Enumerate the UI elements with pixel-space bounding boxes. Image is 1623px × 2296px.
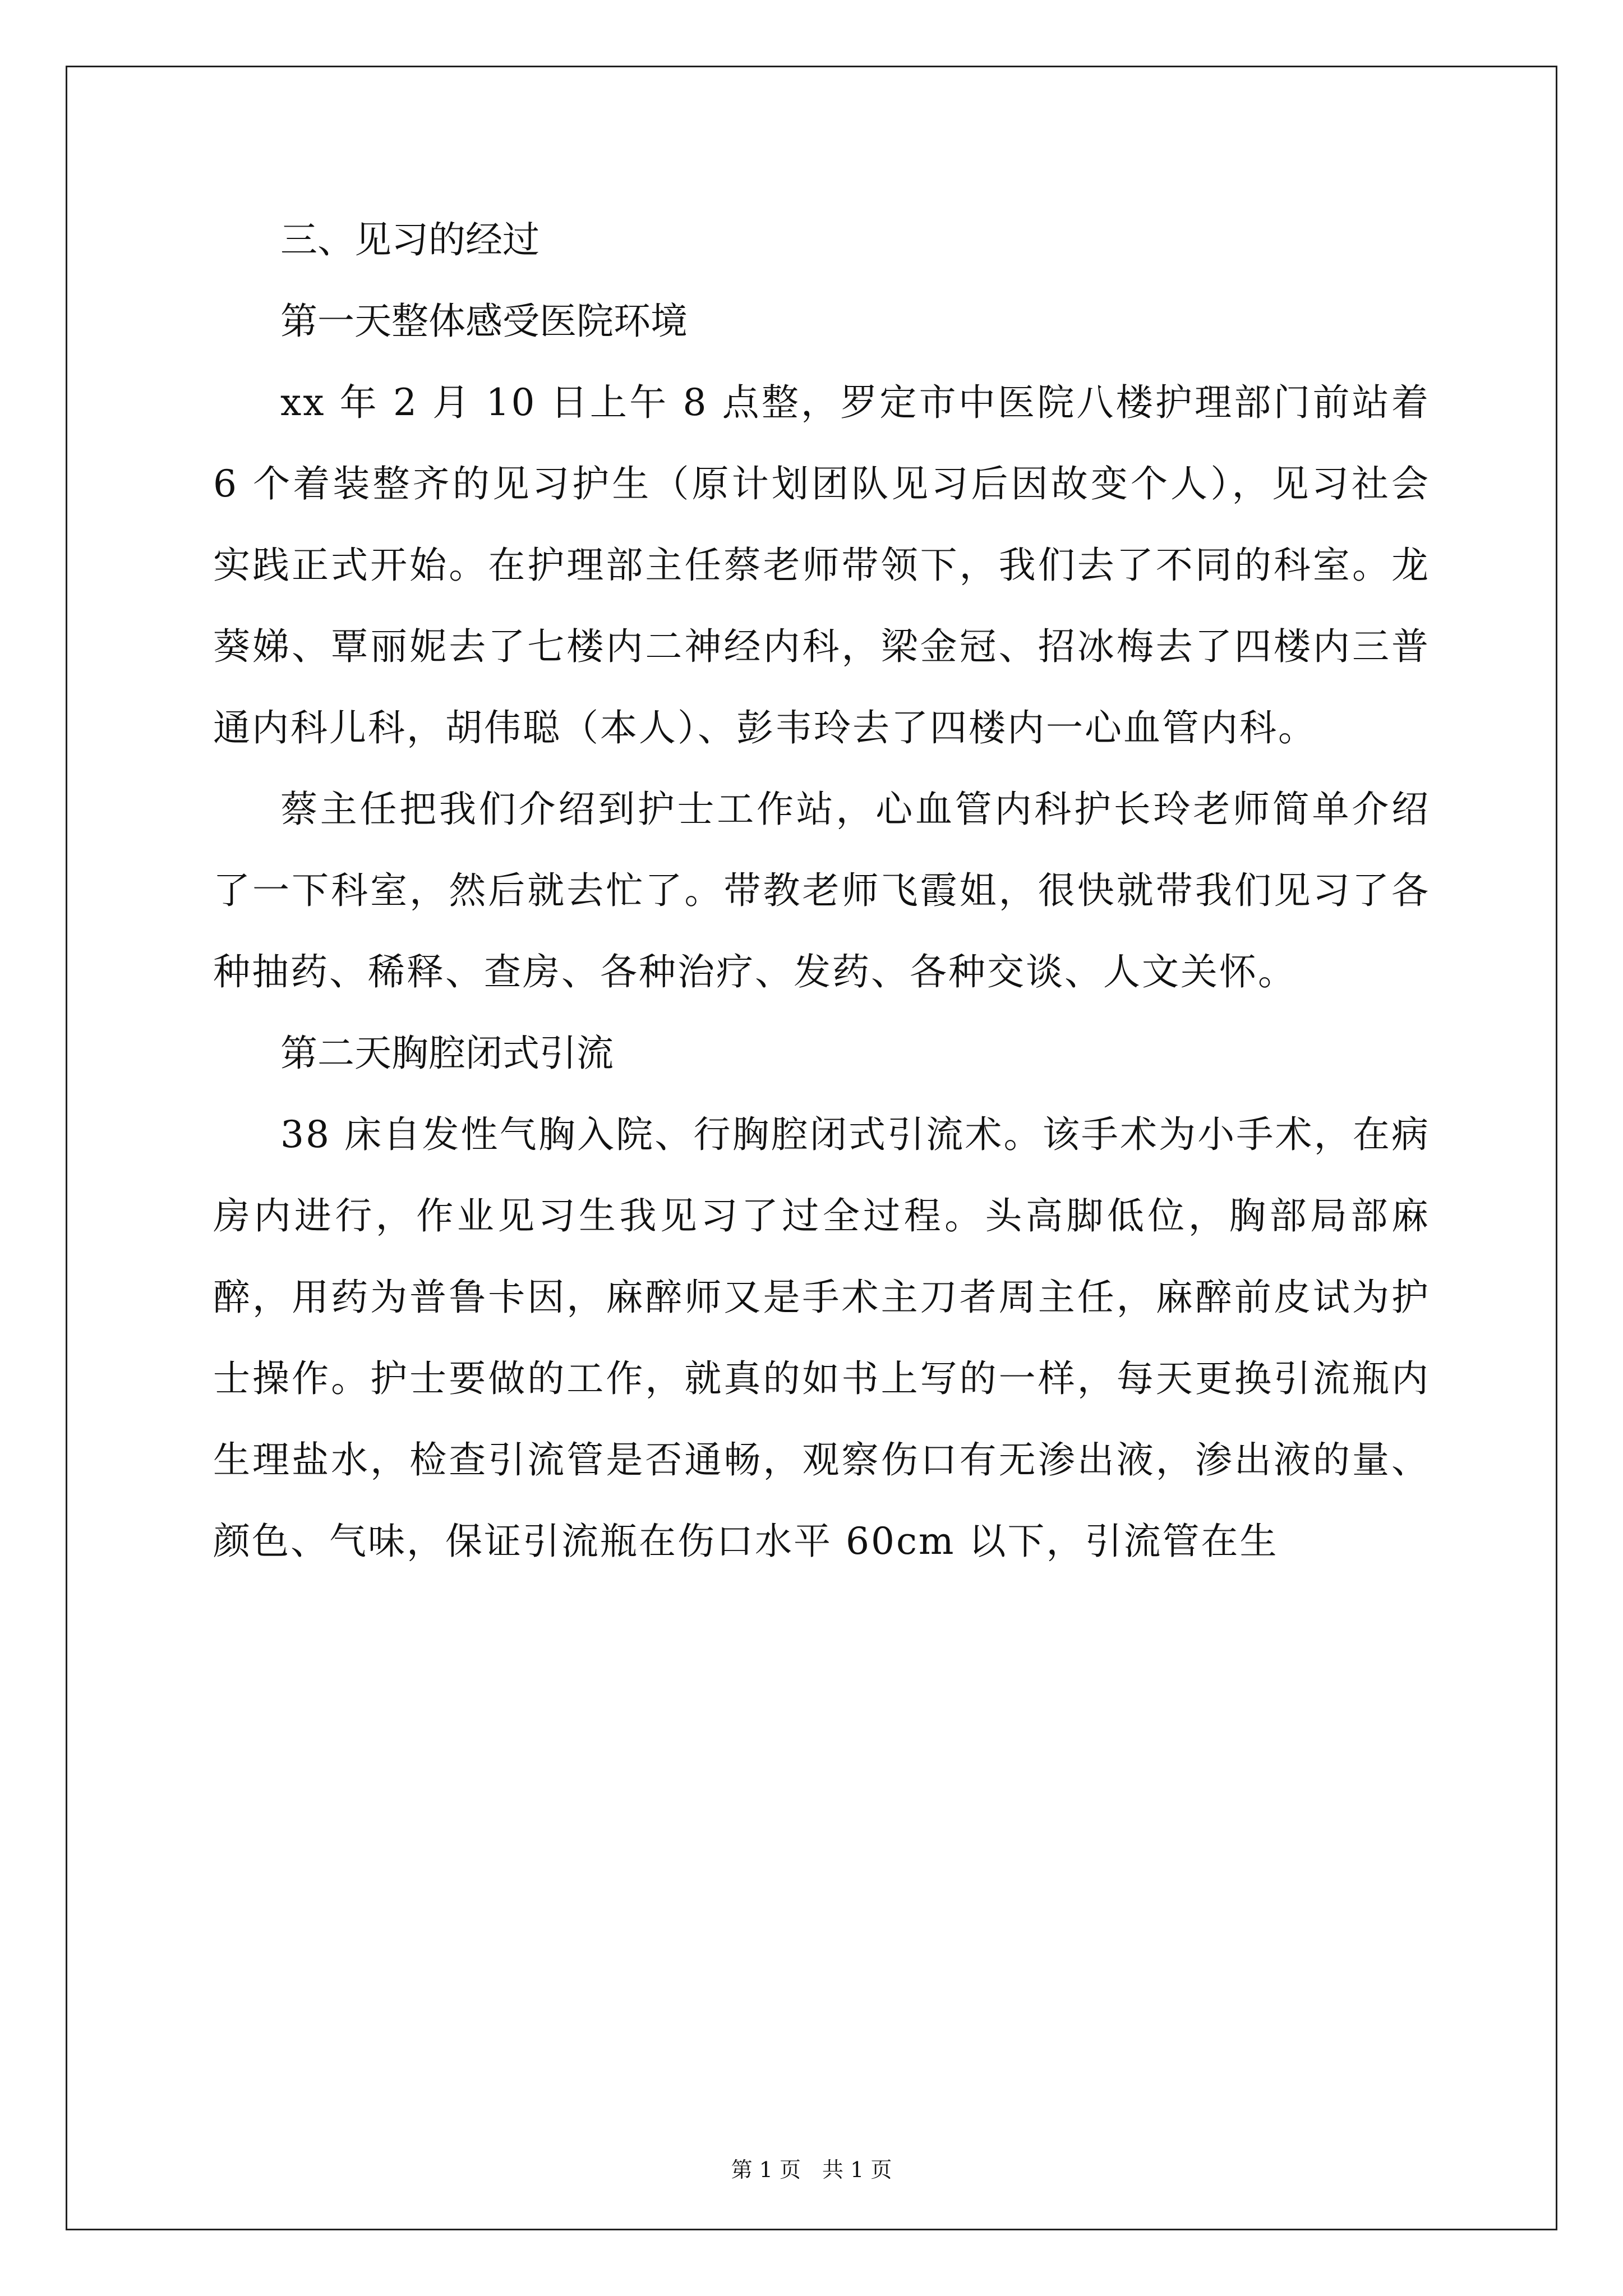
- section-heading: 三、见习的经过: [280, 218, 540, 261]
- paragraph-day2-drainage: 38 床自发性气胸入院、行胸腔闭式引流术。该手术为小手术，在病房内进行，作业见习生我见习了过全过程。头高脚低位，胸部局部麻醉，用药为普鲁卡因，麻醉师又是手术主刀者周主任，麻醉前皮试为护士操作。护士要做的工作，就真的如书上写的一样，每天更换引流瓶内生理盐水，检查引流管是否通畅，观察伤口有无渗出液，渗出液的量、颜色、气味，保证引流瓶在伤口水平 60cm 以下，引流管在生: [213, 1113, 1430, 1563]
- day1-heading: 第一天整体感受医院环境: [280, 300, 688, 343]
- page-footer: 第 1 页 共 1 页: [731, 2157, 892, 2182]
- day2-heading: 第二天胸腔闭式引流: [280, 1032, 614, 1075]
- paragraph-day1-details: 蔡主任把我们介绍到护士工作站，心血管内科护长玲老师简单介绍了一下科室，然后就去忙了。带教老师飞霞姐，很快就带我们见习了各种抽药、稀释、查房、各种治疗、发药、各种交谈、人文关怀。: [213, 788, 1430, 993]
- paragraph-day1-intro: xx 年 2 月 10 日上午 8 点整，罗定市中医院八楼护理部门前站着 6 个着装整齐的见习护生（原计划团队见习后因故变个人），见习社会实践正式开始。在护理部主任蔡老师带领下，我们去了不同的科室。龙葵娣、覃丽妮去了七楼内二神经内科，梁金冠、招冰梅去了四楼内三普通内科儿科，胡伟聪（本人）、彭韦玲去了四楼内一心血管内科。: [213, 381, 1430, 749]
- document-body: [213, 199, 1430, 1582]
